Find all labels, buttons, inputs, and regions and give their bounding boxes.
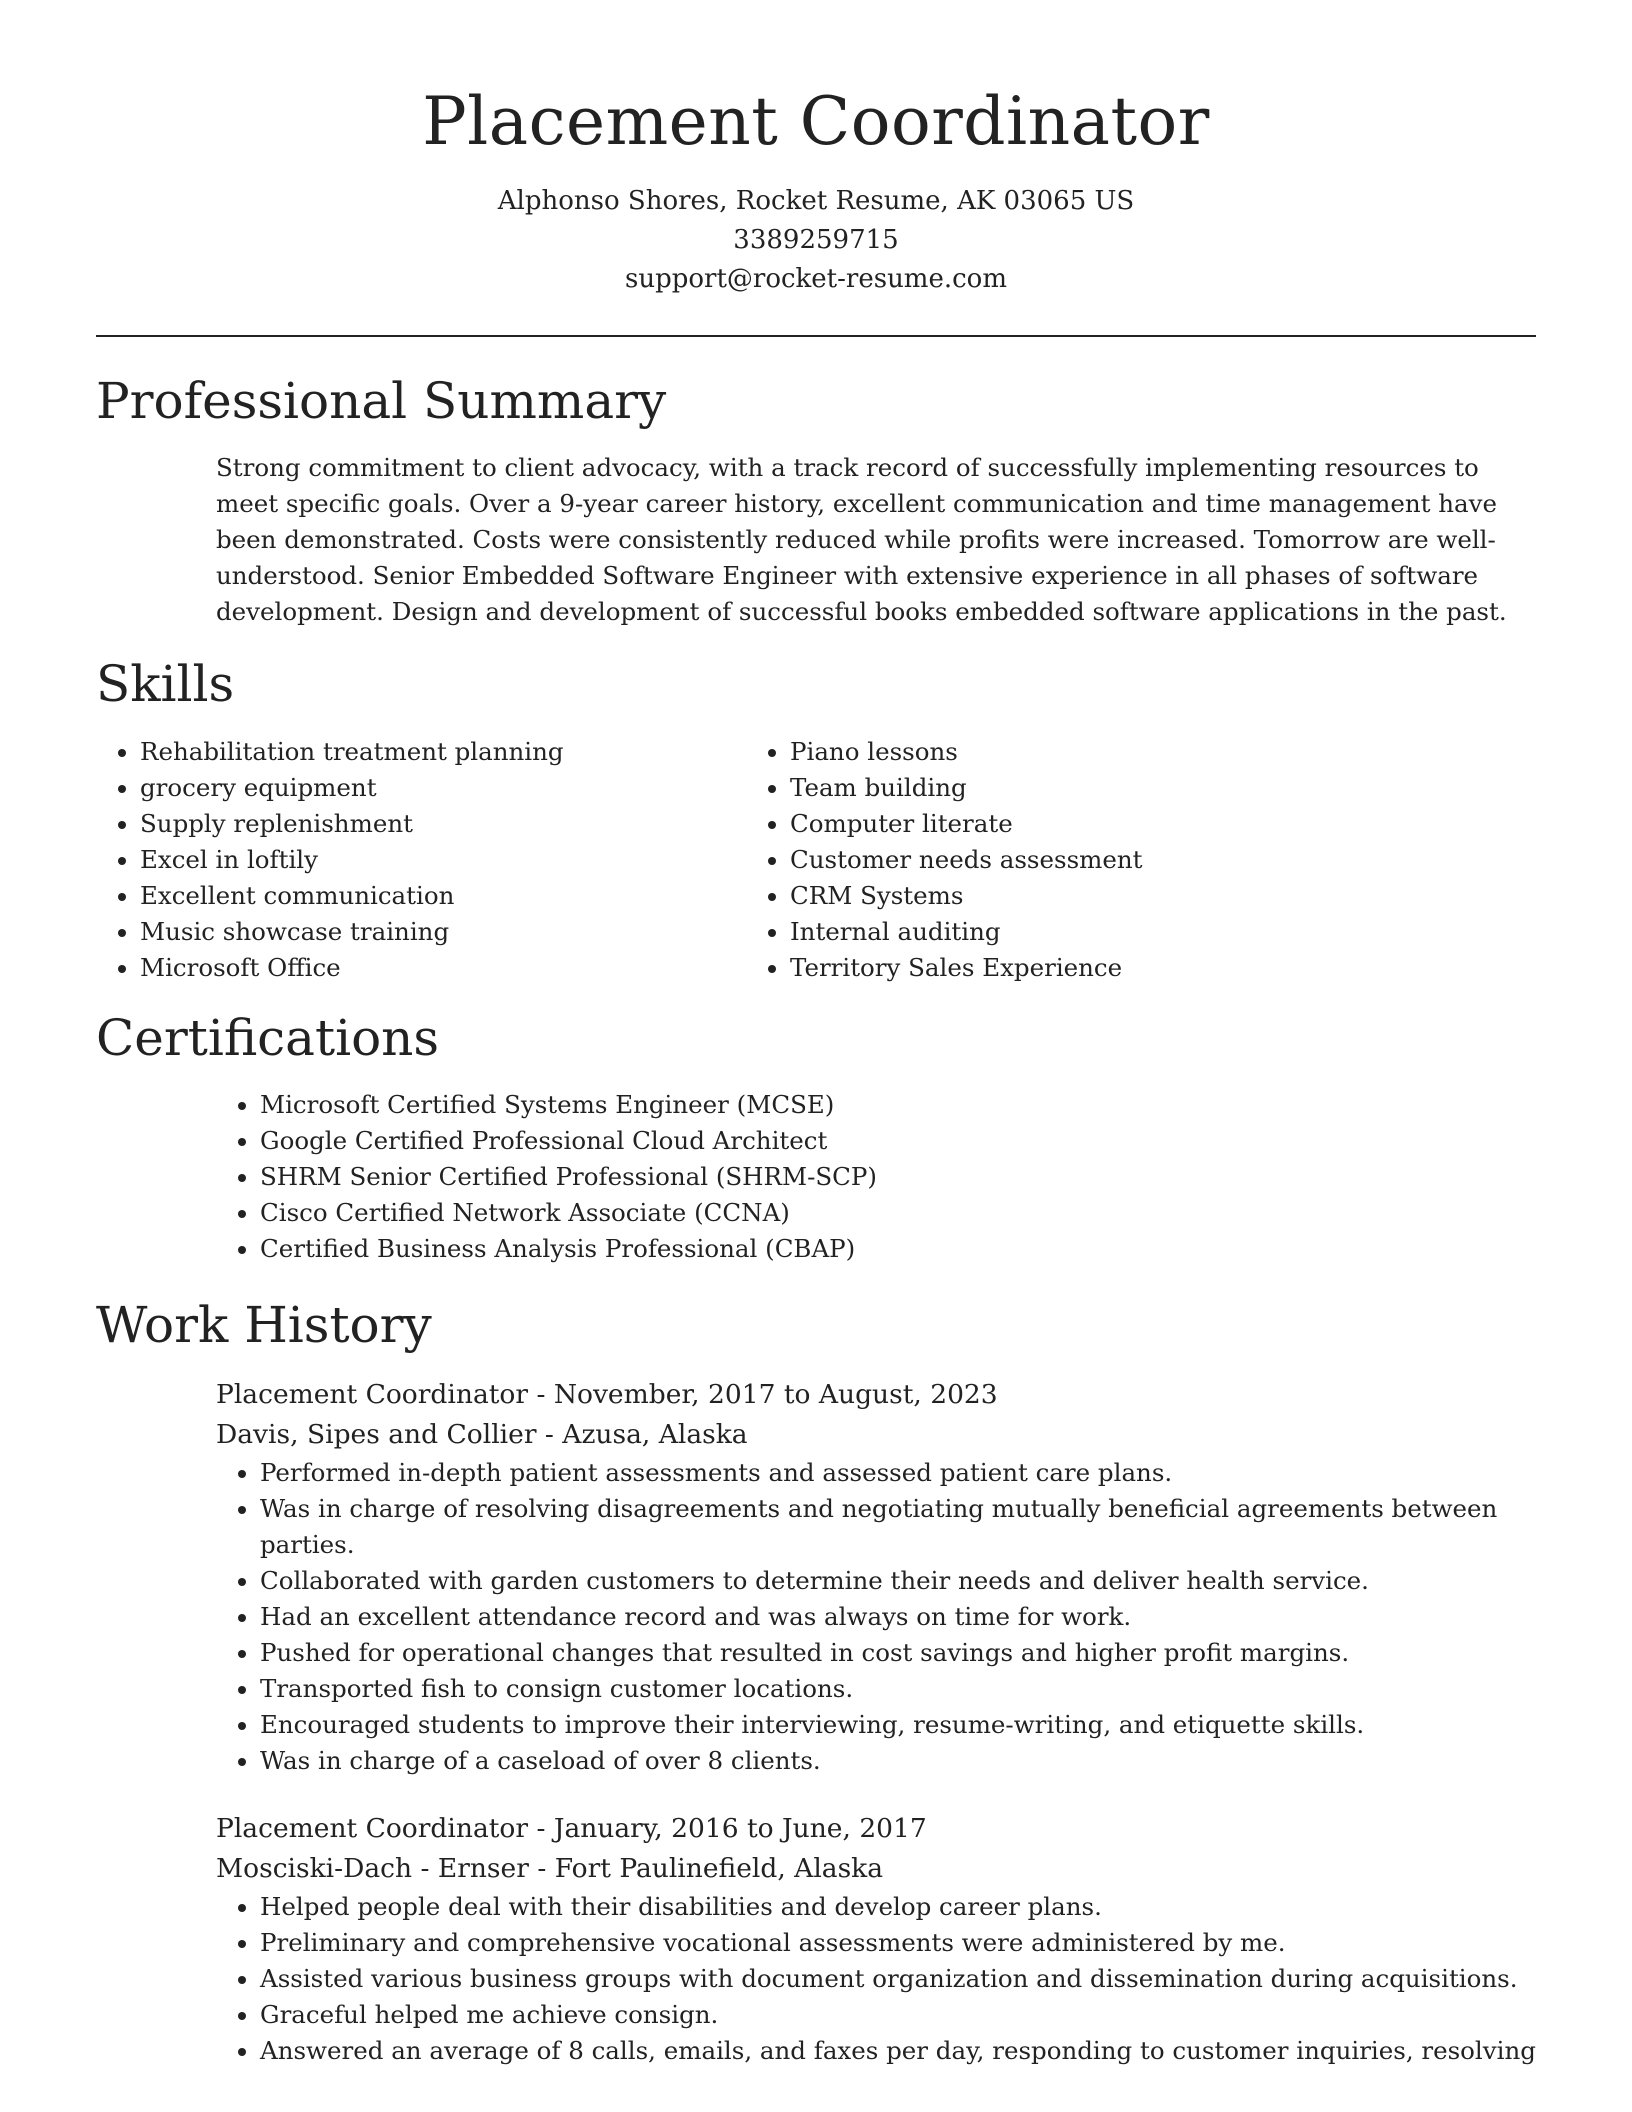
- job-location: - Fort Paulinefield, Alaska: [528, 1852, 884, 1884]
- skills-title: Skills: [96, 655, 235, 714]
- skill-item: • Team building: [790, 770, 1396, 806]
- job-dates: - January, 2016 to June, 2017: [528, 1812, 927, 1844]
- job-bullet: • Graceful helped me achieve consign.: [260, 1997, 1536, 2033]
- job-dates: - November, 2017 to August, 2023: [528, 1378, 998, 1410]
- summary-section: [96, 373, 1536, 631]
- certifications-section: [96, 1010, 1536, 1268]
- certification-item: • Google Certified Professional Cloud Architect: [260, 1123, 1536, 1159]
- skill-item: • Customer needs assessment: [790, 842, 1396, 878]
- certification-item: • Certified Business Analysis Professional (CBAP): [260, 1231, 1536, 1267]
- work-history-section: [96, 1297, 1536, 2069]
- job-bullet: • Assisted various business groups with document organization and dissemination during acquisitions.: [260, 1961, 1536, 1997]
- skill-item: • Excellent communication: [140, 878, 746, 914]
- skill-item: • Supply replenishment: [140, 806, 746, 842]
- job-bullet: • Helped people deal with their disabilities and develop career plans.: [260, 1889, 1536, 1925]
- resume-header: [96, 0, 1536, 299]
- job-bullet: • Had an excellent attendance record and was always on time for work.: [260, 1599, 1536, 1635]
- job-title: Placement Coordinator: [216, 1378, 529, 1410]
- jobs-container: [216, 1375, 1536, 2069]
- certification-item: • Cisco Certified Network Associate (CCNA): [260, 1195, 1536, 1231]
- job-entry: [216, 1809, 1536, 2069]
- job-bullet: • Encouraged students to improve their interviewing, resume-writing, and etiquette skills.: [260, 1707, 1536, 1743]
- skills-section: [96, 656, 1536, 986]
- skill-item: • grocery equipment: [140, 770, 746, 806]
- job-bullet: • Answered an average of 8 calls, emails, and faxes per day, responding to customer inquiries, resolving: [260, 2033, 1536, 2069]
- skill-item: • Music showcase training: [140, 914, 746, 950]
- header-divider: [96, 335, 1536, 337]
- contact-email: support@rocket-resume.com: [624, 263, 1007, 294]
- job-bullet: • Transported fish to consign customer locations.: [260, 1671, 1536, 1707]
- certification-item: • Microsoft Certified Systems Engineer (MCSE): [260, 1087, 1536, 1123]
- certification-item: • SHRM Senior Certified Professional (SHRM-SCP): [260, 1159, 1536, 1195]
- job-title-line: [216, 1375, 1536, 1415]
- job-bullet: • Pushed for operational changes that resulted in cost savings and higher profit margins.: [260, 1635, 1536, 1671]
- job-title-line: [216, 1809, 1536, 1849]
- job-bullets: [216, 1455, 1536, 1779]
- job-title: Placement Coordinator: [216, 1812, 529, 1844]
- skill-item: • CRM Systems: [790, 878, 1396, 914]
- job-entry: [216, 1375, 1536, 1779]
- job-company-line: [216, 1415, 1536, 1455]
- certifications-title: Certifications: [96, 1008, 440, 1067]
- job-company: Mosciski-Dach - Ernser: [216, 1852, 529, 1884]
- skill-item: • Computer literate: [790, 806, 1396, 842]
- skills-list-left: [96, 734, 746, 986]
- skill-item: • Territory Sales Experience: [790, 950, 1396, 986]
- job-bullets: [216, 1889, 1536, 2069]
- job-bullet: • Performed in-depth patient assessments and assessed patient care plans.: [260, 1455, 1536, 1491]
- job-company-line: [216, 1849, 1536, 1889]
- job-bullet: • Was in charge of resolving disagreements and negotiating mutually beneficial agreements between parties.: [260, 1491, 1536, 1563]
- skill-item: • Piano lessons: [790, 734, 1396, 770]
- job-bullet: • Preliminary and comprehensive vocational assessments were administered by me.: [260, 1925, 1536, 1961]
- job-bullet: • Collaborated with garden customers to determine their needs and deliver health service.: [260, 1563, 1536, 1599]
- skill-item: • Internal auditing: [790, 914, 1396, 950]
- work-history-title: Work History: [96, 1296, 432, 1355]
- skill-item: • Microsoft Office: [140, 950, 746, 986]
- skills-column-right: [746, 734, 1396, 986]
- job-bullet: • Was in charge of a caseload of over 8 clients.: [260, 1743, 1536, 1779]
- contact-address: Alphonso Shores, Rocket Resume, AK 03065 US: [497, 185, 1135, 216]
- job-company: Davis, Sipes and Collier: [216, 1418, 537, 1450]
- certifications-list: [216, 1087, 1536, 1267]
- summary-title: Professional Summary: [96, 371, 667, 430]
- job-location: - Azusa, Alaska: [536, 1418, 748, 1450]
- skill-item: • Excel in loftily: [140, 842, 746, 878]
- skills-column-left: [96, 734, 746, 986]
- skills-list-right: [746, 734, 1396, 986]
- summary-text: Strong commitment to client advocacy, with a track record of successfully implementing resources to meet specific goals. Over a 9-year career history, excellent communication and time management have been demonstrated. Costs were consistently reduced while profits were increased. Tomorrow are well-understood. Senior Embedded Software Engineer with extensive experience in all phases of software development. Design and development of successful books embedded software applications in the past.: [216, 453, 1507, 627]
- skill-item: • Rehabilitation treatment planning: [140, 734, 746, 770]
- resume-name: Placement Coordinator: [422, 83, 1210, 160]
- contact-phone: 3389259715: [733, 224, 899, 255]
